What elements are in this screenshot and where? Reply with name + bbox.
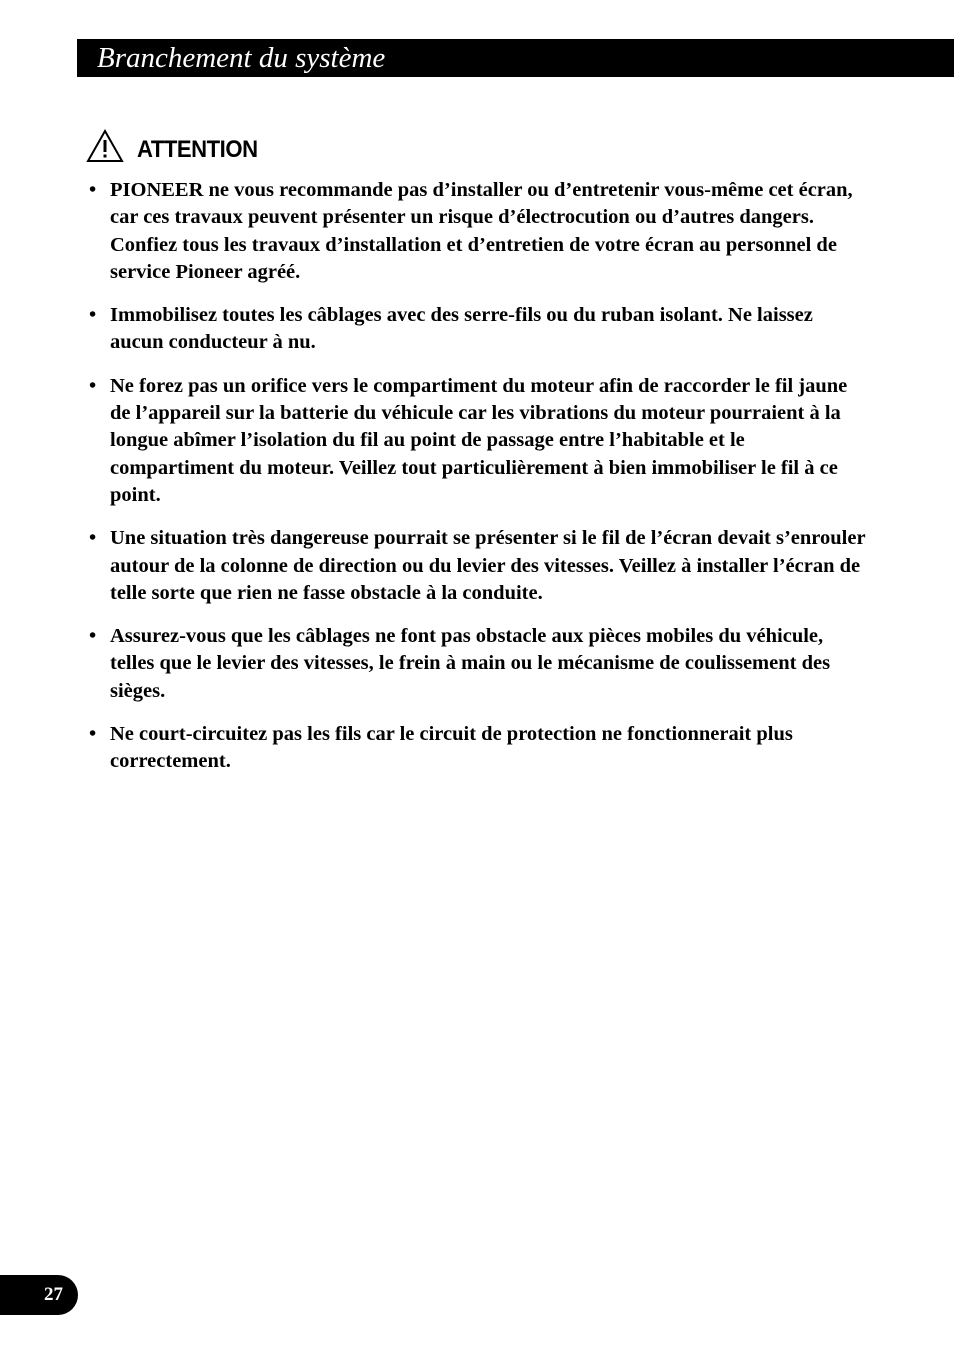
page-number: 27	[44, 1284, 63, 1305]
bullet-dot: •	[89, 304, 97, 327]
list-item-text: Assurez-vous que les câblages ne font pas obstacle aux pièces mobiles du véhicule, telles que le levier des vitesses, le frein à main ou le mécanisme de coulissement des sièges.	[110, 625, 831, 702]
list-item	[89, 623, 869, 705]
bullet-dot: •	[89, 625, 97, 648]
list-item-text: Immobilisez toutes les câblages avec des serre-fils ou du ruban isolant. Ne laissez aucun conducteur à nu.	[110, 304, 813, 354]
bullet-dot: •	[89, 179, 97, 201]
list-item-text: PIONEER ne vous recommande pas d’installer ou d’entretenir vous-même cet écran, car ces travaux peuvent présenter un risque d’électrocution ou d’autres dangers. Confiez tous les travaux d’installation et d’entretien de votre écran au personnel de service Pioneer agréé.	[110, 179, 853, 283]
bullet-dot: •	[89, 527, 97, 550]
section-header-bar	[77, 39, 954, 77]
list-item	[89, 177, 869, 286]
list-item	[89, 373, 869, 509]
bullet-dot: •	[89, 374, 97, 397]
list-item-text: Ne court-circuitez pas les fils car le circuit de protection ne fonctionnerait plus correctement.	[110, 723, 793, 773]
page-number-badge	[0, 1275, 78, 1315]
list-item	[89, 721, 869, 776]
section-title: Branchement du système	[97, 42, 386, 74]
list-item	[89, 525, 869, 607]
warning-triangle-icon	[85, 128, 125, 164]
bullet-dot: •	[89, 723, 97, 746]
list-item-text: Une situation très dangereuse pourrait se présenter si le fil de l’écran devait s’enrouler autour de la colonne de direction ou du levier des vitesses. Veillez à installer l’écran de telle sorte que rien ne fasse obstacle à la conduite.	[110, 527, 866, 604]
attention-list	[89, 177, 869, 792]
attention-label: ATTENTION	[137, 136, 258, 163]
list-item	[89, 302, 869, 357]
list-item-text: Ne forez pas un orifice vers le compartiment du moteur afin de raccorder le fil jaune de l’appareil sur la batterie du véhicule car les vibrations du moteur pourraient à la longue abîmer l’isolation du fil au point de passage entre l’habitable et le compartiment du moteur. Veillez tout particulièrement à bien immobiliser le fil à ce point.	[110, 374, 848, 506]
